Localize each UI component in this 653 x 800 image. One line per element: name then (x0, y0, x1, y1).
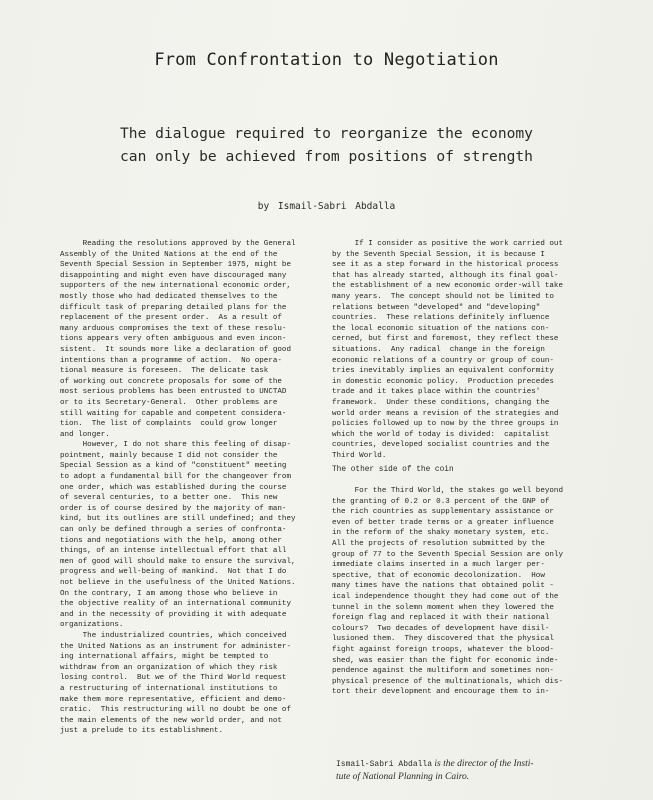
text-line: trade and it takes place within the countries' (332, 388, 541, 397)
author-note-role-cont: tute of National Planning in Cairo. (336, 772, 470, 782)
text-line: a restructuring of international institutions to (60, 684, 278, 693)
text-line: framework. Under these conditions, changing the (332, 398, 550, 407)
text-line: Special Session as a kind of "constituent" meeting (60, 462, 287, 471)
text-line: Reading the resolutions approved by the General (60, 240, 296, 248)
text-line: tort their development and encourage them to in- (332, 688, 550, 697)
text-line: of several centuries, to a better one. This new (60, 494, 278, 503)
text-line: even of better trade terms or a greater influence (332, 518, 554, 527)
text-line: many times have the nations that obtained polit - (332, 582, 554, 591)
text-line: to adopt a fundamental bill for the changeover from (60, 473, 291, 482)
text-line: The industrialized countries, which conceived (60, 631, 287, 640)
text-line: tions and negotiations with the help, among other (60, 536, 282, 545)
text-line: not believe in the usefulness of the United Nations. (60, 579, 296, 587)
right-column-bottom (332, 486, 592, 698)
subtitle-line: can only be achieved from positions of strength (120, 148, 533, 165)
text-line: policies followed up to now by the three groups in (332, 420, 559, 429)
text-line: economic relations of a country or group of coun- (332, 356, 554, 365)
text-line: the rich countries as supplementary assistance or (332, 508, 554, 517)
text-line: On the contrary, I am among those who believe in (60, 589, 278, 598)
text-line: organizations. (60, 621, 124, 630)
text-line: tunnel in the solemn moment when they lowered the (332, 603, 554, 612)
text-line: the local economic situation of the nations con- (332, 324, 550, 333)
text-line: withdraw from an organization of which they risk (60, 663, 278, 672)
text-line: ing international affairs, might be tempted to (60, 653, 269, 662)
text-line: one order, which was established during the course (60, 483, 287, 492)
section-heading: The other side of the coin (332, 466, 454, 474)
text-line: see it as a step forward in the historical process (332, 261, 559, 270)
text-line: in the reform of the shaky monetary system, etc. (332, 529, 550, 538)
text-line: things, of an intense intellectual effort that all (60, 547, 287, 556)
text-line: the objective reality of an international community (60, 600, 291, 609)
article-byline: by Ismail-Sabri Abdalla (257, 201, 396, 212)
right-column-top (332, 239, 592, 461)
text-line: Assembly of the United Nations at the end of the (60, 250, 278, 259)
text-line: the United Nations as an instrument for administer- (60, 642, 291, 651)
text-line: mostly those who had dedicated themselves to the (60, 292, 278, 301)
left-column (60, 239, 312, 737)
text-line: supporters of the new international economic order, (60, 282, 291, 291)
text-line: or to its Secretary-General. Other problems are (60, 398, 278, 407)
text-line: that has already started, although its final goal- (332, 271, 559, 280)
text-line: the main elements of the new world order, and not (60, 716, 282, 725)
text-line: just a prelude to its establishment. (60, 727, 224, 736)
author-note-name: Ismail-Sabri Abdalla (336, 760, 433, 769)
article-title: From Confrontation to Negotiation (154, 50, 499, 70)
author-note (336, 758, 596, 783)
text-line: All the projects of resolution submitted by the (332, 539, 545, 548)
text-line: by the Seventh Special Session, it is because I (332, 250, 545, 259)
author-note-role: is the director of the Insti- (432, 759, 534, 769)
text-line: ical independence thought they had come out of the (332, 592, 559, 601)
text-line: relations between "developed" and "developing" (332, 303, 541, 312)
subtitle-line: The dialogue required to reorganize the economy (120, 125, 533, 142)
text-line: countries. These relations definitely influence (332, 314, 550, 323)
text-line: tions appears very often ambiguous and even incon- (60, 335, 287, 344)
text-line: If I consider as positive the work carried out (332, 240, 563, 248)
text-line: and longer. (60, 430, 110, 439)
text-line: intentions than a programme of action. No opera- (60, 356, 282, 365)
text-line: progress and well-being of mankind. Not that I do (60, 568, 287, 577)
text-line: Seventh Special Session in September 1975, might be (60, 261, 291, 270)
text-line: physical presence of the multinationals, which dis- (332, 677, 563, 686)
text-line: situations. Any radical change in the foreign (332, 345, 545, 354)
text-line: and in the necessity of providing it with adequate (60, 610, 287, 619)
text-line: world order means a revision of the strategies and (332, 409, 559, 418)
text-line: colours? Two decades of development have disil- (332, 624, 550, 633)
text-line: many years. The concept should not be limited to (332, 292, 554, 301)
text-line: shed, was easier than the fight for economic inde- (332, 656, 559, 665)
text-line: tional measure is foreseen. The delicate task (60, 367, 269, 376)
text-line: For the Third World, the stakes go well beyond (332, 487, 563, 495)
text-line: countries, developed socialist countries and the (332, 441, 550, 450)
text-line: kind, but its outlines are still undefined; and they (60, 515, 296, 524)
text-line: foreign flag and replaced it with their national (332, 614, 550, 623)
article-subtitle (60, 122, 593, 168)
text-line: still waiting for capable and competent considera- (60, 409, 287, 418)
text-line: tion. The list of complaints could grow longer (60, 420, 278, 429)
text-line: cratic. This restructuring will no doubt be one of (60, 706, 291, 715)
text-line: Third World. (332, 451, 387, 460)
text-line: pointment, mainly because I did not consider the (60, 451, 278, 460)
text-line: tries inevitably implies an equivalent conformity (332, 367, 554, 376)
text-line: make them more representative, efficient and demo- (60, 695, 287, 704)
text-line: sistent. It sounds more like a declaration of good (60, 345, 291, 354)
text-line: the granting of 0.2 or 0.3 percent of the GNP of (332, 497, 550, 506)
text-line: fight against foreign troops, whatever the blood- (332, 645, 554, 654)
text-line: in domestic economic policy. Production precedes (332, 377, 554, 386)
text-line: disappointing and might even have discouraged many (60, 271, 287, 280)
text-line: most serious problems has been entrusted to UNCTAD (60, 388, 287, 397)
text-line: order is of course desired by the majority of man- (60, 504, 287, 513)
text-line: can only be defined through a series of confronta- (60, 526, 287, 535)
text-line: many arduous compromises the text of these resolu- (60, 324, 287, 333)
text-line: men of good will should make to ensure the survival, (60, 557, 296, 566)
text-line: spective, that of economic decolonization. How (332, 571, 545, 580)
text-line: of working out concrete proposals for some of the (60, 377, 282, 386)
text-line: However, I do not share this feeling of disap- (60, 441, 291, 450)
text-line: the establishment of a new economic order-will take (332, 282, 563, 291)
text-line: cerned, but first and foremost, they reflect these (332, 335, 559, 344)
text-line: lusioned them. They discovered that the physical (332, 635, 554, 644)
text-line: which the world of today is divided: capitalist (332, 430, 550, 439)
text-line: losing control. But we of the Third World request (60, 674, 287, 683)
text-line: group of 77 to the Seventh Special Session are only (332, 550, 563, 559)
text-line: pendence against the multiform and sometimes non- (332, 667, 554, 676)
text-line: difficult task of preparing detailed plans for the (60, 303, 287, 312)
text-line: immediate claims inserted in a much larger per- (332, 561, 545, 570)
text-line: replacement of the present order. As a result of (60, 314, 282, 323)
